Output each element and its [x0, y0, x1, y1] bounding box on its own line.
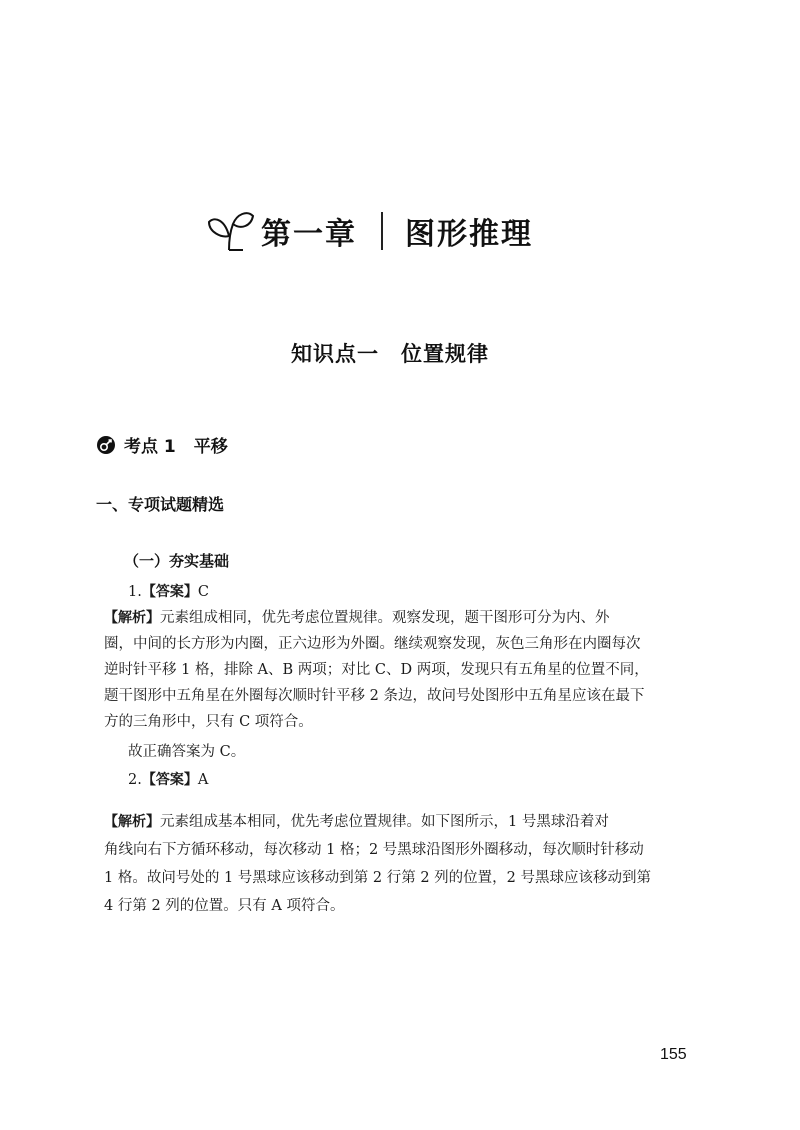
q1-answer: 1.【答案】C: [128, 584, 209, 600]
sprout-icon: [203, 206, 257, 256]
q1-analysis-line-2: 圈，中间的长方形为内圈，正六边形为外圈。继续观察发现，灰色三角形在内圈每次: [104, 636, 641, 652]
q2-analysis-line-2: 角线向右下方循环移动，每次移动 1 格；2 号黑球沿图形外圈移动，每次顺时针移动: [104, 842, 644, 858]
subsection-title: （一）夯实基础: [124, 552, 230, 570]
target-bullet-icon: [96, 435, 116, 455]
exam-point-label: 考点 1: [124, 437, 176, 457]
chapter-title: 图形推理: [405, 217, 533, 252]
chapter-divider: [381, 212, 383, 250]
q2-answer-value: A: [197, 772, 209, 788]
q2-analysis-line-1: 【解析】元素组成基本相同，优先考虑位置规律。如下图所示，1 号黑球沿着对: [104, 814, 609, 830]
analysis-tag: 【解析】: [104, 610, 160, 626]
q1-analysis-line-4: 题干图形中五角星在外圈每次顺时针平移 2 条边，故问号处图形中五角星应该在最下: [104, 688, 645, 704]
chapter-label: 第一章: [261, 217, 357, 252]
answer-tag: 【答案】: [141, 772, 198, 788]
q1-conclusion: 故正确答案为 C。: [128, 744, 246, 760]
q1-answer-value: C: [197, 584, 209, 600]
q1-analysis-line-3: 逆时针平移 1 格，排除 A、B 两项；对比 C、D 两项，发现只有五角星的位置不同，: [104, 662, 649, 678]
chapter-header: [203, 196, 533, 266]
page-number: 155: [660, 1046, 687, 1063]
section-title: 一、专项试题精选: [96, 495, 225, 514]
knowledge-point-title: [0, 338, 780, 368]
analysis-tag: 【解析】: [104, 814, 160, 830]
knowledge-point-label: 知识点一: [291, 342, 379, 366]
exam-point-heading: [96, 432, 228, 457]
knowledge-point-name: 位置规律: [401, 342, 489, 366]
q2-answer: 2.【答案】A: [128, 772, 209, 788]
exam-point-title: 平移: [193, 437, 228, 457]
q2-analysis-line-4: 4 行第 2 列的位置。只有 A 项符合。: [104, 898, 345, 914]
answer-tag: 【答案】: [141, 584, 198, 600]
q2-analysis-line-3: 1 格。故问号处的 1 号黑球应该移动到第 2 行第 2 列的位置，2 号黑球应该移动到第: [104, 870, 651, 886]
q1-analysis-line-5: 方的三角形中，只有 C 项符合。: [104, 714, 313, 730]
q1-analysis-line-1: 【解析】元素组成相同，优先考虑位置规律。观察发现，题干图形可分为内、外: [104, 610, 610, 626]
